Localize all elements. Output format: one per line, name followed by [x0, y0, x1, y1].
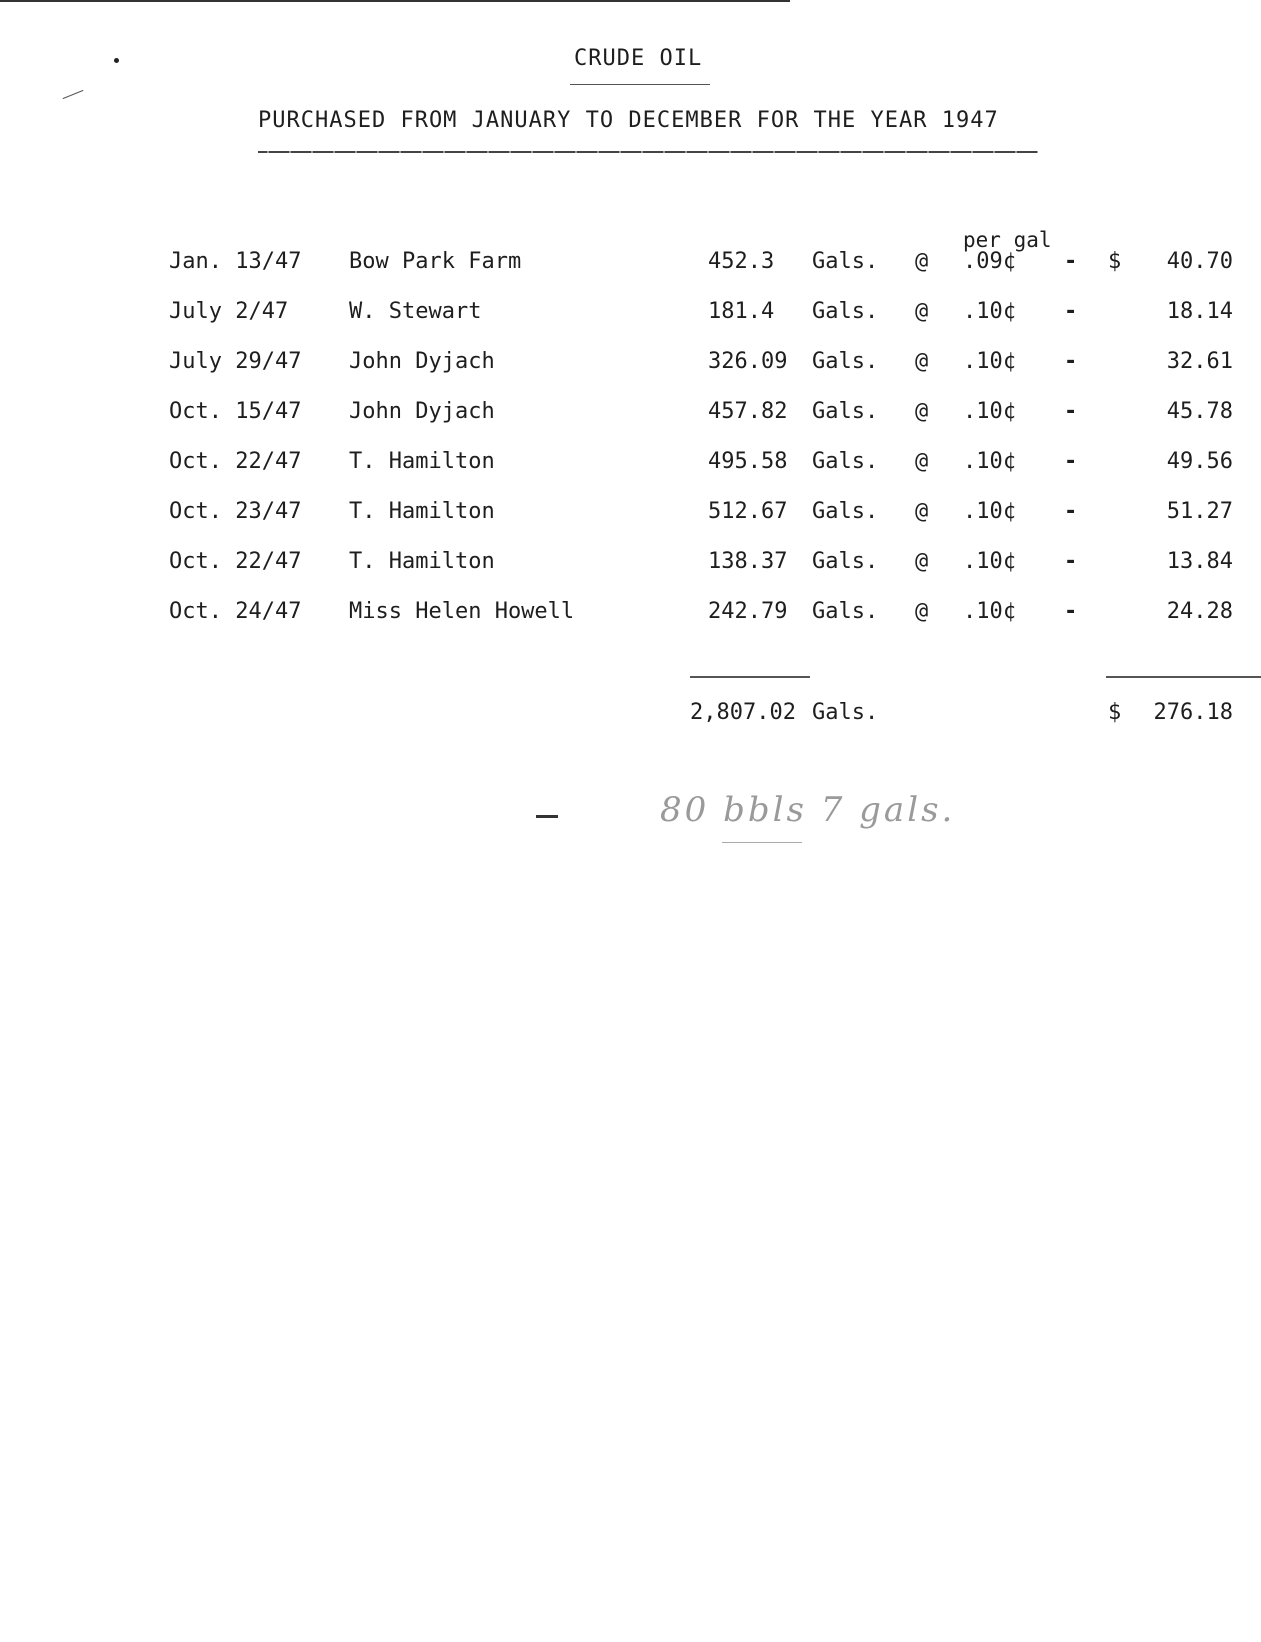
- row-seller: Bow Park Farm: [349, 249, 522, 274]
- row-rate: .09¢: [963, 249, 1016, 274]
- row-date: Oct. 24/47: [169, 599, 302, 624]
- row-rate: .10¢: [963, 599, 1016, 624]
- row-quantity: 181.4: [708, 299, 775, 324]
- row-unit: Gals.: [812, 249, 879, 274]
- total-unit: Gals.: [812, 700, 879, 725]
- row-seller: Miss Helen Howell: [349, 599, 575, 624]
- row-at-sign: @: [915, 549, 929, 574]
- row-dash: -: [1064, 299, 1078, 324]
- ink-stroke: [63, 90, 84, 99]
- row-date: Oct. 22/47: [169, 549, 302, 574]
- row-quantity: 452.3: [708, 249, 775, 274]
- row-amount: 24.28: [1166, 599, 1233, 624]
- row-seller: W. Stewart: [349, 299, 482, 324]
- total-quantity: 2,807.02: [690, 700, 796, 725]
- row-at-sign: @: [915, 299, 929, 324]
- row-date: Oct. 23/47: [169, 499, 302, 524]
- row-seller: John Dyjach: [349, 399, 495, 424]
- row-rate: .10¢: [963, 399, 1016, 424]
- row-dash: -: [1064, 399, 1078, 424]
- row-seller: T. Hamilton: [349, 499, 495, 524]
- row-dash: -: [1064, 449, 1078, 474]
- row-amount: 40.70: [1166, 249, 1233, 274]
- row-dash: -: [1064, 249, 1078, 274]
- row-quantity: 457.82: [708, 399, 788, 424]
- row-unit: Gals.: [812, 599, 879, 624]
- row-unit: Gals.: [812, 399, 879, 424]
- row-unit: Gals.: [812, 449, 879, 474]
- row-dash: -: [1064, 499, 1078, 524]
- row-seller: John Dyjach: [349, 349, 495, 374]
- row-unit: Gals.: [812, 499, 879, 524]
- row-rate: .10¢: [963, 499, 1016, 524]
- title-underline: [570, 84, 710, 85]
- row-amount: 13.84: [1166, 549, 1233, 574]
- row-date: Oct. 15/47: [169, 399, 302, 424]
- row-amount: 32.61: [1166, 349, 1233, 374]
- row-amount: 51.27: [1166, 499, 1233, 524]
- document-title: CRUDE OIL: [574, 46, 703, 71]
- row-unit: Gals.: [812, 299, 879, 324]
- row-quantity: 495.58: [708, 449, 788, 474]
- row-unit: Gals.: [812, 349, 879, 374]
- row-dash: -: [1064, 599, 1078, 624]
- row-amount: 18.14: [1166, 299, 1233, 324]
- subtitle-underline: [258, 151, 1038, 153]
- row-dollar-sign: $: [1108, 249, 1122, 274]
- row-rate: .10¢: [963, 299, 1016, 324]
- row-date: July 2/47: [169, 299, 289, 324]
- row-amount: 45.78: [1166, 399, 1233, 424]
- rate-header: per gal: [963, 228, 1052, 252]
- row-dash: -: [1064, 349, 1078, 374]
- quantity-total-rule: [690, 676, 810, 678]
- pencil-arrow-mark: [536, 815, 558, 818]
- row-unit: Gals.: [812, 549, 879, 574]
- row-rate: .10¢: [963, 449, 1016, 474]
- row-amount: 49.56: [1166, 449, 1233, 474]
- row-at-sign: @: [915, 499, 929, 524]
- row-date: Jan. 13/47: [169, 249, 302, 274]
- page-top-edge-line: [0, 0, 790, 2]
- handwritten-note: 80 bbls 7 gals.: [660, 790, 956, 830]
- row-rate: .10¢: [963, 349, 1016, 374]
- row-at-sign: @: [915, 249, 929, 274]
- total-amount: 276.18: [1153, 700, 1233, 725]
- row-at-sign: @: [915, 349, 929, 374]
- document-subtitle: PURCHASED FROM JANUARY TO DECEMBER FOR THE YEAR 1947: [258, 108, 999, 133]
- row-quantity: 512.67: [708, 499, 788, 524]
- total-dollar-sign: $: [1108, 700, 1122, 725]
- ink-speck: [114, 58, 119, 63]
- row-seller: T. Hamilton: [349, 549, 495, 574]
- amount-total-rule: [1106, 676, 1261, 678]
- row-quantity: 326.09: [708, 349, 788, 374]
- handwritten-underline: [722, 842, 802, 843]
- row-at-sign: @: [915, 449, 929, 474]
- row-dash: -: [1064, 549, 1078, 574]
- row-rate: .10¢: [963, 549, 1016, 574]
- row-quantity: 138.37: [708, 549, 788, 574]
- row-date: Oct. 22/47: [169, 449, 302, 474]
- row-date: July 29/47: [169, 349, 302, 374]
- row-quantity: 242.79: [708, 599, 788, 624]
- row-seller: T. Hamilton: [349, 449, 495, 474]
- row-at-sign: @: [915, 599, 929, 624]
- row-at-sign: @: [915, 399, 929, 424]
